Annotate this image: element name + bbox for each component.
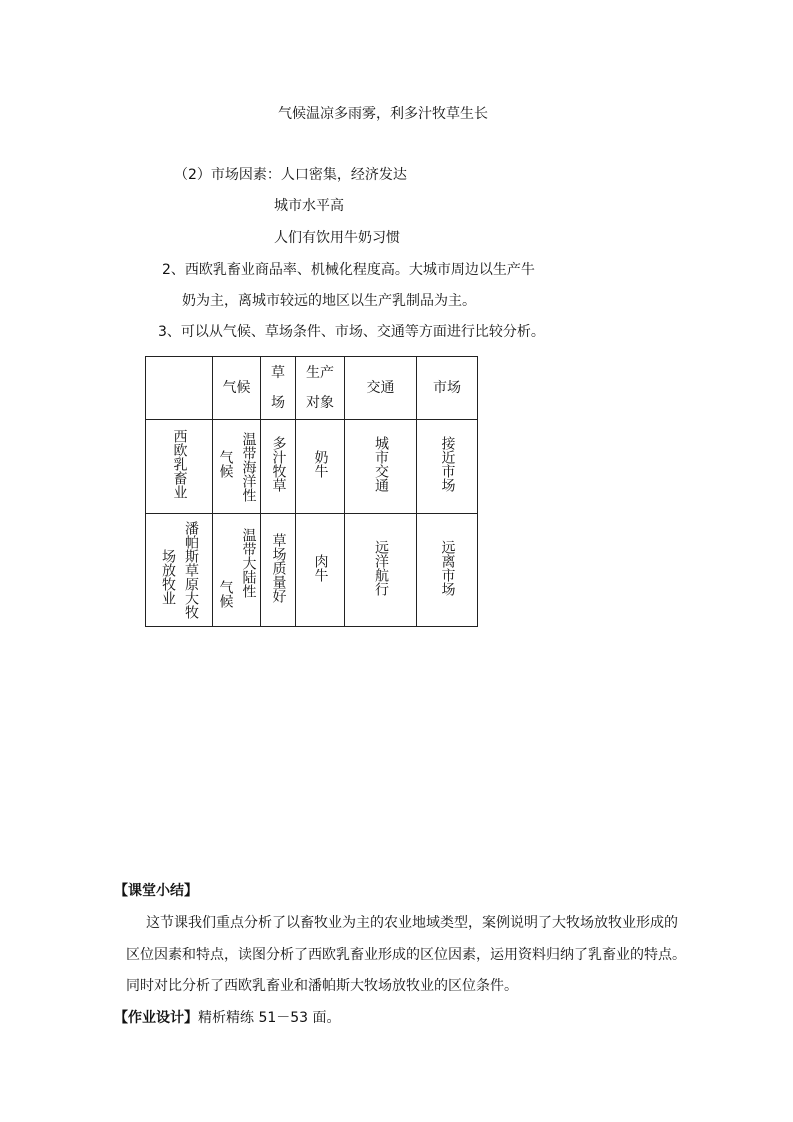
summary-heading: 【课堂小结】 [114, 883, 198, 899]
climate-line: 气候温凉多雨雾，利多汁牧草生长 [278, 106, 488, 122]
row1-climate: 温带海洋性 气候 [213, 420, 261, 514]
header-grassland: 草 场 [261, 357, 296, 420]
header-product: 生产 对象 [296, 357, 345, 420]
row1-product: 奶牛 [296, 420, 345, 514]
summary-line-3: 同时对比分析了西欧乳畜业和潘帕斯大牧场放牧业的区位条件。 [126, 978, 518, 994]
row2-market: 远离市场 [417, 514, 478, 627]
homework-heading: 【作业设计】 [114, 1010, 198, 1026]
row2-transport: 远洋航行 [345, 514, 417, 627]
milk-habit-line: 人们有饮用牛奶习惯 [274, 230, 400, 246]
header-blank [146, 357, 213, 420]
point3-line: 3、可以从气候、草场条件、市场、交通等方面进行比较分析。 [158, 324, 545, 340]
city-level-line: 城市水平高 [274, 198, 344, 214]
header-climate: 气候 [213, 357, 261, 420]
point2-line-a: 2、西欧乳畜业商品率、机械化程度高。大城市周边以生产牛 [162, 262, 535, 278]
row2-grassland: 草场质量好 [261, 514, 296, 627]
summary-line-2: 区位因素和特点，读图分析了西欧乳畜业形成的区位因素，运用资料归纳了乳畜业的特点。 [126, 947, 686, 963]
homework-line [114, 1008, 341, 1028]
comparison-table [145, 356, 478, 627]
row1-transport: 城市交通 [345, 420, 417, 514]
market-factor-line: （2）市场因素：人口密集，经济发达 [174, 167, 407, 183]
header-market: 市场 [417, 357, 478, 420]
header-transport: 交通 [345, 357, 417, 420]
row1-name: 西欧乳畜业 [146, 420, 213, 514]
table-row [146, 514, 478, 627]
row2-product: 肉牛 [296, 514, 345, 627]
point2-line-b: 奶为主，离城市较远的地区以生产乳制品为主。 [182, 293, 476, 309]
summary-line-1: 这节课我们重点分析了以畜牧业为主的农业地域类型，案例说明了大牧场放牧业形成的 [146, 915, 678, 931]
row2-name: 潘帕斯草原大牧 场放牧业 [146, 514, 213, 627]
row2-climate: 温带大陆性 气候 [213, 514, 261, 627]
table-header-row [146, 357, 478, 420]
table-row [146, 420, 478, 514]
row1-market: 接近市场 [417, 420, 478, 514]
homework-text: 精析精练 51－53 面。 [198, 1010, 341, 1026]
row1-grassland: 多汁牧草 [261, 420, 296, 514]
